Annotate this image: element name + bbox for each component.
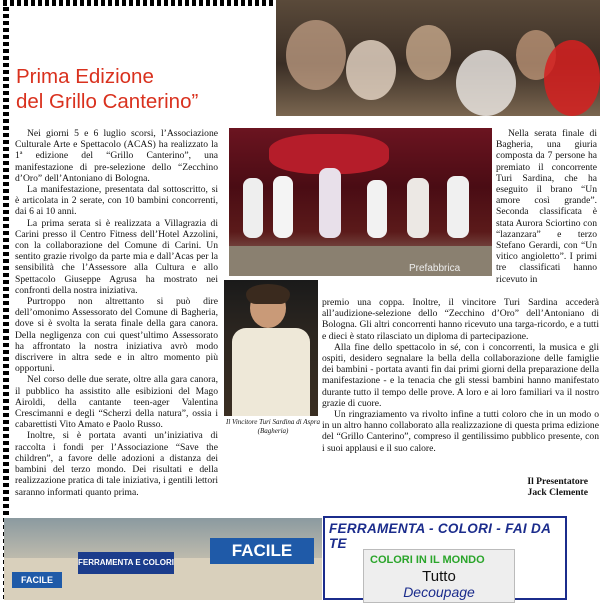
ad-decoupage: Decoupage: [403, 584, 475, 600]
signoff: [527, 476, 588, 498]
hardware-store-ad: [323, 516, 567, 600]
title-line-2: del Grillo Canterino”: [16, 90, 199, 113]
ad-colori-logo: COLORI IN IL MONDO: [370, 554, 485, 566]
paragraph: Alla fine dello spettacolo in sé, con i concorrenti, la musica e gli ospiti, desidero segnalare la bella della collaborazione delle famiglie dei bambini - portata avanti fin dai primi giorni della preparazione della manifestazione - e la tenacia che gli stessi bambini hanno manifestato durante tutto il tempo delle prove. A loro e ai loro familiari va il nostro grazie di cuore.: [322, 341, 599, 409]
dashed-border-left: [3, 0, 9, 600]
ad-logo-panel: [363, 549, 515, 603]
ad-heading: FERRAMENTA - COLORI - FAI DA TE: [329, 521, 551, 551]
paragraph: Purtroppo non altrettanto si può dire dell’omonimo Assessorato del Comune di Bagheria, dove si è svolta la serata finale della gara canora. Della negligenza con cui quest’ultimo Assessorato ha affrontato la nostra iniziativa avrò modo discrivere in altra sede e in altro momento più opportuni.: [15, 296, 218, 375]
paragraph: Nel corso delle due serate, oltre alla gara canora, il pubblico ha assistito alle esibizioni del Mago Airoldi, della cantante teen-ager Valentina Crescimanni e degli “Scherzi della natura”, ossia i cabarettisti Vito Amato e Paolo Russo.: [15, 374, 218, 431]
article-column-right: [496, 128, 597, 285]
winner-photo-caption: Il Vincitore Turi Sardina di Aspra (Bagheria): [226, 418, 320, 435]
article-column-bottom: [322, 297, 599, 454]
paragraph: Inoltre, si è portata avanti un’iniziativa di raccolta i fondi per l’Associazione “Save the children”, a favore delle adozioni a distanza dei bambini del terzo mondo. Dei risultati e della realizzazione pratica di tale iniziativa, i gentili lettori saranno informati quanto prima.: [15, 430, 218, 498]
article-column-left: [15, 128, 218, 498]
winner-photo: [224, 280, 318, 416]
shop-sign-ferramenta: FERRAMENTA E COLORI: [78, 552, 174, 574]
audience-photo: [276, 0, 600, 116]
shop-sign-facile: FACILE: [210, 538, 314, 564]
signoff-name: Jack Clemente: [527, 487, 588, 498]
paragraph: Nei giorni 5 e 6 luglio scorsi, l’Associazione Culturale Arte e Spettacolo (ACAS) ha realizzato la 1ª edizione del “Grillo Canterino”, una manifestazione di pre-selezione dello “Zecchino d’Oro” dell’Antoniano di Bologna.: [15, 128, 218, 184]
stage-photo: [229, 128, 492, 276]
paragraph: La prima serata si è realizzata a Villagrazia di Carini presso il Centro Fitness dell’Hotel Azzolini, con la collaborazione del Comune di Carini. Un sentito grazie rivolgo da parte mia e dall’Acas per la sensibilità che l’Assessore alla Cultura e allo Spettacolo Giuseppe Agrusa ha mostrato nei confronti della nostra iniziativa.: [15, 217, 218, 296]
paragraph: Nella serata finale di Bagheria, una giuria composta da 7 persone ha premiato il concorrente Turi Sardina, che ha eseguito il brano “Un amore così grande”. Seconda classificata è stata Aurora Sciortino con “lazanzara” e terzo Stefano Gerardi, con “Un vitico angioletto”. I primi tre classificati hanno ricevuto in: [496, 128, 597, 285]
article-title: [16, 64, 198, 114]
shop-sign-facile-small: FACILE: [12, 572, 62, 588]
dashed-border-top: [3, 0, 273, 6]
signoff-role: Il Presentatore: [527, 476, 588, 487]
paragraph: premio una coppa. Inoltre, il vincitore Turi Sardina accederà all’audizione-selezione dello “Zecchino d’Oro” dell’Antoniano di Bologna. Gli altri concorrenti hanno ricevuto una targa-ricordo, e a tutti e dieci è stato rilasciato un diploma di partecipazione.: [322, 297, 599, 342]
shop-photo: [4, 518, 322, 600]
paragraph: La manifestazione, presentata dal sottoscritto, si è articolata in 2 serate, con 10 bambini concorrenti, dai 6 ai 10 anni.: [15, 184, 218, 218]
paragraph: Un ringraziamento va rivolto infine a tutti coloro che in un modo o in un altro hanno collaborato alla realizzazione di questa prima edizione del “Grillo Canterino”, compreso il gentilissimo pubblico presente, con i suoi applausi e il suo calore.: [322, 409, 599, 454]
ad-tutto: Tutto: [422, 568, 456, 585]
stage-banner-text: Prefabbrica: [409, 263, 461, 274]
title-line-1: Prima Edizione: [16, 65, 154, 88]
